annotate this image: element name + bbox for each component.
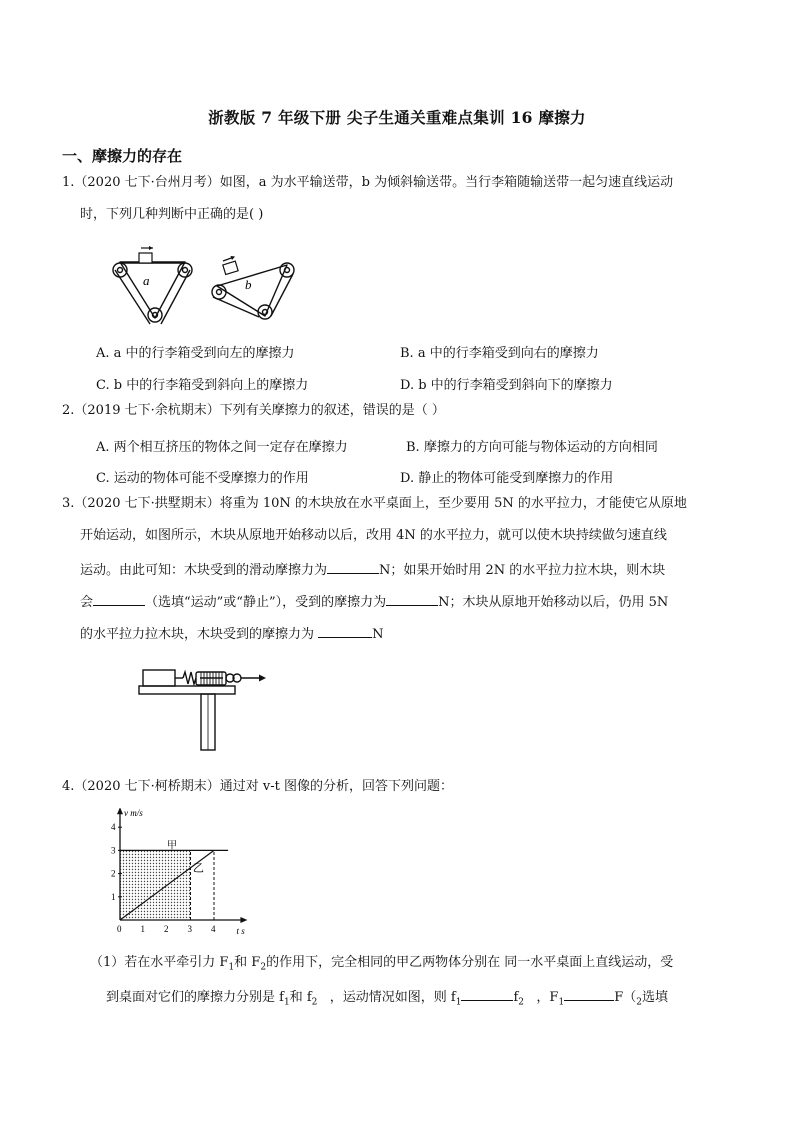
q4-sub1-line2: 到桌面对它们的摩擦力分别是 $f_1$和 $f_2$ ，运动情况如图，则 $f_1$ $f_2$ ，$F_1$ $F(_2$选填 [106, 990, 668, 1008]
luggage-b [223, 261, 238, 274]
q3-stem-line5: 的水平拉力拉木块，木块受到的摩擦力为 N [80, 627, 384, 642]
q2-stem: 2.（2019 七下·余杭期末）下列有关摩擦力的叙述，错误的是（ ） [62, 403, 445, 418]
q1-option-b: B. a 中的行李箱受到向右的摩擦力 [400, 346, 599, 361]
y-tick-label: 4 [111, 822, 116, 833]
q3-stem-line2: 开始运动，如图所示，木块从原地开始移动以后，改用 4N 的水平拉力，就可以使木块持续做匀速直线 [80, 528, 667, 543]
x-tick-label: 4 [211, 924, 216, 934]
label-a: a [143, 273, 150, 288]
x-tick-label: 1 [140, 924, 145, 934]
answer-blank [461, 988, 513, 1001]
wood-block [143, 670, 175, 686]
q2-option-b: B. 摩擦力的方向可能与物体运动的方向相同 [406, 440, 658, 455]
conveyor-figure [105, 240, 305, 330]
belt-a [113, 262, 192, 324]
q2-option-c: C. 运动的物体可能不受摩擦力的作用 [96, 471, 309, 486]
spring-scale-figure [135, 660, 275, 755]
y-axis-arrow [117, 808, 123, 814]
answer-blank [564, 988, 614, 1001]
q1-option-a: A. a 中的行李箱受到向左的摩擦力 [96, 346, 295, 361]
x-tick-label: 3 [187, 924, 192, 934]
answer-blank [386, 593, 438, 606]
answer-blank [93, 593, 145, 606]
section-heading: 一、摩擦力的存在 [62, 147, 183, 165]
x-axis-label: t s [236, 926, 245, 936]
answer-blank [327, 561, 379, 574]
y-axis-label: v m/s [124, 808, 143, 819]
series-label: 乙 [192, 862, 204, 875]
q4-sub1-line1: （1）若在水平牵引力 $F_1$和 $F_2$的作用下，完全相同的甲乙两物体分别在 同一水平桌面上直线运动，受 [90, 955, 674, 973]
q4-stem: 4.（2020 七下·柯桥期末）通过对 v-t 图像的分析，回答下列问题： [62, 779, 453, 794]
q1-stem-line1: 1.（2020 七下·台州月考）如图，a 为水平输送带，b 为倾斜输送带。当行李箱随输送带一起匀速直线运动 [62, 175, 674, 190]
y-tick-label: 3 [111, 845, 116, 856]
q1-stem-line2: 时，下列几种判断中正确的是( ) [80, 207, 264, 222]
x-axis-arrow [240, 917, 247, 923]
luggage-a [139, 253, 152, 263]
q2-option-a: A. 两个相互挤压的物体之间一定存在摩擦力 [96, 440, 348, 455]
series-label: 甲 [167, 840, 177, 852]
vt-chart [110, 808, 270, 938]
q1-option-c: C. b 中的行李箱受到斜向上的摩擦力 [96, 378, 309, 393]
q3-stem-line3: 运动。由此可知：木块受到的滑动摩擦力为 N；如果开始时用 2N 的水平拉力拉木块，则木块 [80, 563, 666, 578]
page-title: 浙教版 7 年级下册 尖子生通关重难点集训 16 摩擦力 [208, 108, 586, 127]
answer-blank [318, 625, 372, 638]
label-b: b [245, 277, 252, 292]
x-tick-label: 0 [117, 924, 122, 934]
x-tick-label: 2 [164, 924, 169, 934]
q2-option-d: D. 静止的物体可能受到摩擦力的作用 [400, 471, 614, 486]
q1-option-d: D. b 中的行李箱受到斜向下的摩擦力 [400, 378, 613, 393]
shaded-area [120, 850, 191, 920]
q3-stem-line4: 会 （选填“运动”或“静止”），受到的摩擦力为 N；木块从原地开始移动以后，仍用 5N [80, 595, 669, 610]
q3-stem-line1: 3.（2020 七下·拱墅期末）将重为 10N 的木块放在水平桌面上，至少要用 5N 的水平拉力，才能使它从原地 [62, 496, 687, 511]
y-tick-label: 2 [111, 868, 116, 879]
y-tick-label: 1 [111, 891, 116, 902]
